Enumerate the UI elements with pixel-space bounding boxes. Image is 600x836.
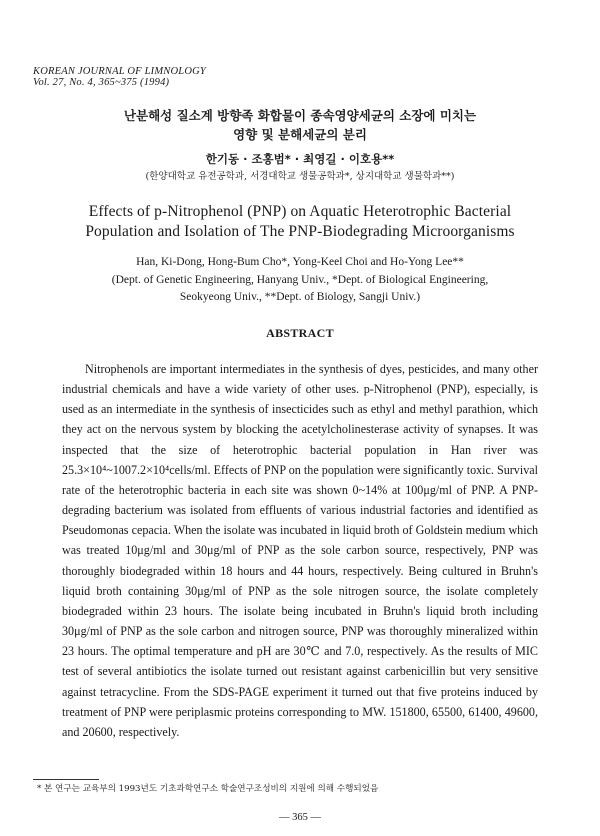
- english-title-line1: Effects of p-Nitrophenol (PNP) on Aquatic Heterotrophic Bacterial: [88, 203, 512, 220]
- english-affiliation-line2: Seokyeong Univ., **Dept. of Biology, Sangji Univ.): [179, 291, 421, 303]
- korean-authors: 한기동 · 조홍범* · 최영길 · 이호용**: [205, 152, 395, 166]
- english-affiliation-line1: (Dept. of Genetic Engineering, Hanyang Univ., *Dept. of Biological Engineering,: [111, 274, 489, 286]
- korean-affiliation: (한양대학교 유전공학과, 서경대학교 생물공학과*, 상지대학교 생물학과**): [145, 171, 455, 182]
- korean-title-line1: 난분해성 질소계 방향족 화합물이 종속영양세균의 소장에 미치는: [123, 108, 477, 123]
- page-number: — 365 —: [279, 812, 321, 823]
- journal-volume: Vol. 27, No. 4, 365~375 (1994): [33, 77, 170, 88]
- abstract-heading: ABSTRACT: [266, 326, 334, 340]
- journal-name: KOREAN JOURNAL OF LIMNOLOGY: [33, 66, 206, 77]
- footnote: * 본 연구는 교육부의 1993년도 기초과학연구소 학술연구조성비의 지원에 의해 수행되었음: [37, 784, 379, 794]
- abstract-body: [62, 359, 538, 742]
- korean-title-line2: 영향 및 분해세균의 분리: [233, 127, 367, 142]
- footnote-rule: [33, 779, 99, 780]
- english-authors: Han, Ki-Dong, Hong-Bum Cho*, Yong-Keel Choi and Ho-Yong Lee**: [136, 256, 464, 268]
- journal-header: [33, 66, 206, 88]
- abstract-text: Nitrophenols are important intermediates in the synthesis of dyes, pesticides, and many other industrial chemicals and have a wide variety of other uses. p-Nitrophenol (PNP), especially, is used as an intermediate in the synthesis of insecticides such as ethyl and methyl parathion, which they act on the nervous system by blocking the acetylcholinesterase activity of synapses. It was inspected that the size of heterotrophic bacterial population in Han river was 25.3×10⁴~1007.2×10⁴cells/ml. Effects of PNP on the population were significantly toxic. Survival rate of the heterotrophic bacteria in each site was shown 0~14% at 100μg/ml of PNP. A PNP-degrading bacterium was isolated from effluents of various industrial factories and identified as Pseudomonas cepacia. When the isolate was incubated in liquid broth of Goldstein medium which was treated 10μg/ml and 30μg/ml of PNP as the sole carbon source, respectively, PNP was thoroughly biodegraded within 18 hours and 44 hours, respectively. Being cultured in Bruhn's liquid broth containing 30μg/ml of PNP as the sole nitrogen source, the isolate completely biodegraded within 23 hours. The isolate being incubated in Bruhn's liquid broth including 30μg/ml of PNP as the sole carbon and nitrogen source, PNP was thoroughly mineralized within 23 hours. The optimal temperature and pH are 30℃ and 7.0, respectively. As the results of MIC test of several antibiotics the isolate turned out resistant against carbenicillin but very sensitive against tetracycline. From the SDS-PAGE experiment it turned out that five proteins induced by treatment of PNP were periplasmic proteins corresponding to MW. 151800, 65500, 61400, 49600, and 20600, respectively.: [62, 362, 538, 739]
- english-title-line2: Population and Isolation of The PNP-Biodegrading Microorganisms: [85, 223, 515, 240]
